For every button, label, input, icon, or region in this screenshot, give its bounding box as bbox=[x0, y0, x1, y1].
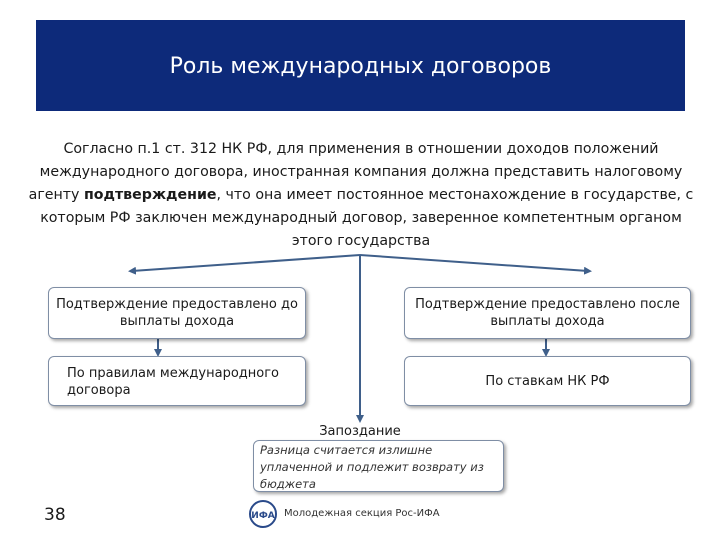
intro-part1: Согласно п.1 ст. 312 НК РФ, для применения в отношении доходов положений международного договора, иностранная компания должна представить налоговому агенту bbox=[28, 141, 683, 203]
branch-right-arrow bbox=[360, 255, 588, 271]
result-tax-code-box: По ставкам НК РФ bbox=[404, 356, 691, 406]
footer-caption: Молодежная секция Рос-ИФА bbox=[284, 508, 440, 519]
result-treaty-box bbox=[48, 356, 306, 406]
intro-part2: , что она имеет постоянное местонахождение в государстве, с которым РФ заключен международный договор, заверенное компетентным органом этого государства bbox=[40, 187, 694, 249]
logo-text: ИФА bbox=[251, 511, 275, 521]
condition-before-box: Подтверждение предоставлено до выплаты дохода bbox=[48, 287, 306, 339]
intro-bold: подтверждение bbox=[83, 187, 217, 203]
delay-label: Запоздание bbox=[319, 424, 401, 439]
branch-left-arrow bbox=[132, 255, 360, 271]
result-treaty-line2: договора bbox=[67, 383, 131, 398]
result-treaty-line1: По правилам международного bbox=[67, 366, 279, 381]
ifa-logo-icon bbox=[245, 499, 281, 529]
slide-title: Роль международных договоров bbox=[169, 54, 552, 79]
delay-note-box: Разница считается излишне уплаченной и подлежит возврату из бюджета bbox=[253, 440, 504, 492]
page-number: 38 bbox=[44, 505, 66, 525]
condition-after-box: Подтверждение предоставлено после выплаты дохода bbox=[404, 287, 691, 339]
